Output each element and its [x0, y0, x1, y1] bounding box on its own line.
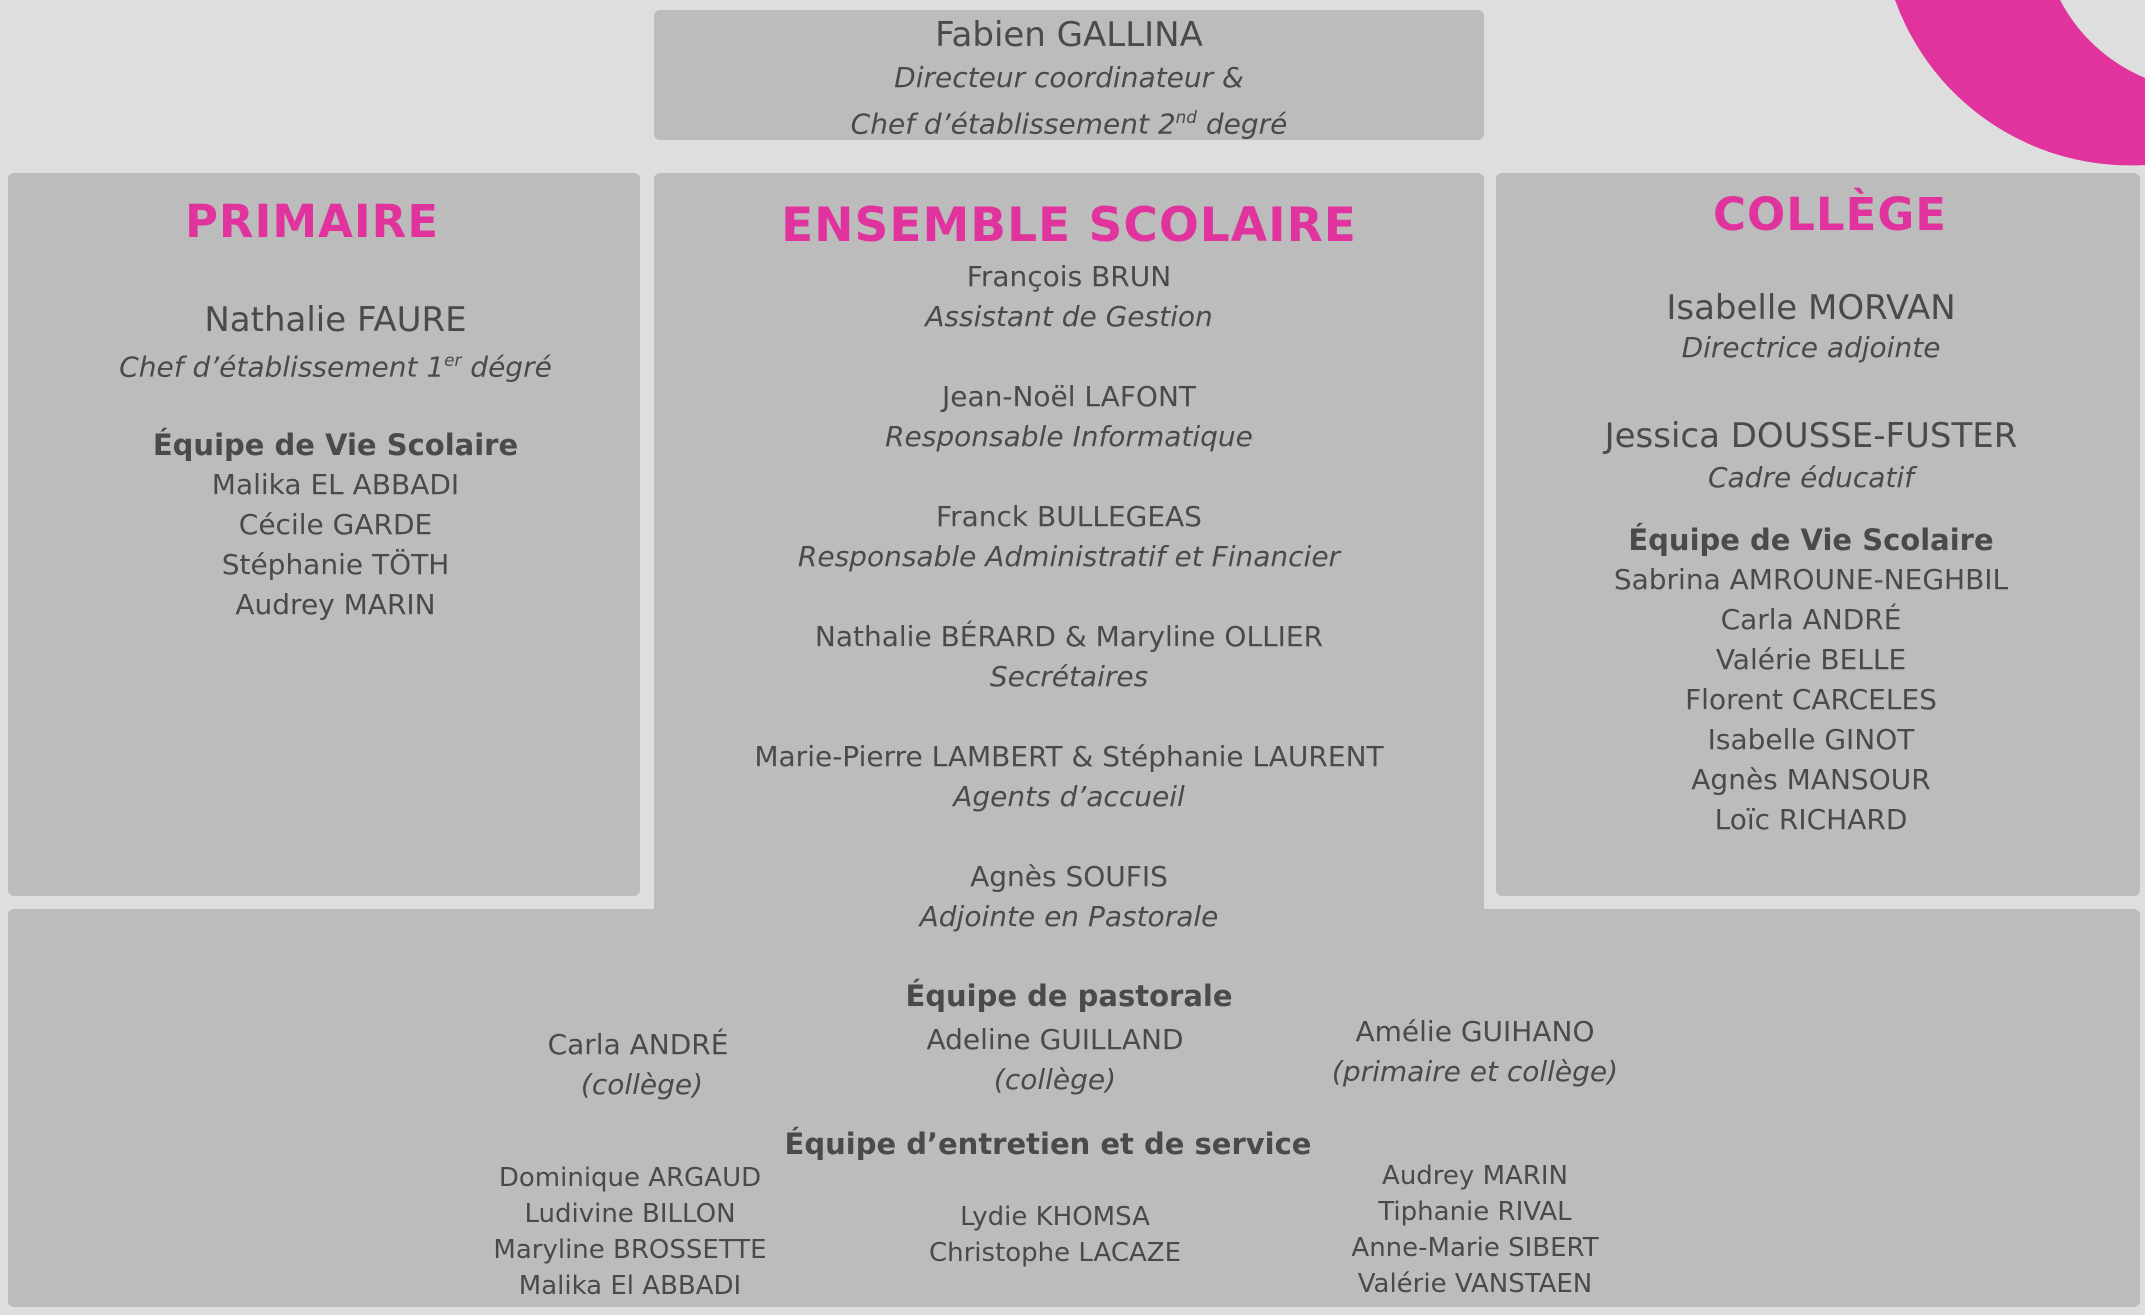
- college-deputy-role: Directrice adjointe: [1681, 331, 1941, 364]
- primaire-team-title: Équipe de Vie Scolaire: [152, 428, 519, 463]
- list-item: Audrey MARIN: [1382, 1161, 1568, 1191]
- staff-entry: [654, 257, 1484, 337]
- list-item: Valérie VANSTAEN: [1357, 1269, 1593, 1299]
- primaire-team-list: [8, 465, 663, 625]
- list-item: Agnès MANSOUR: [1691, 763, 1931, 796]
- staff-entry: [654, 857, 1484, 937]
- staff-name: Franck BULLEGEAS: [936, 500, 1202, 533]
- staff-entry: [654, 377, 1484, 457]
- list-item: Christophe LACAZE: [928, 1238, 1182, 1268]
- pastorale-member: [438, 1025, 838, 1105]
- pastorale-member-name: Carla ANDRÉ: [547, 1028, 729, 1061]
- ensemble-staff-list: [654, 257, 1484, 937]
- pastorale-member-scope: (primaire et collège): [1331, 1055, 1619, 1088]
- staff-name: Nathalie BÉRARD & Maryline OLLIER: [814, 620, 1324, 653]
- college-team-list: [1496, 560, 2126, 840]
- staff-role: Adjointe en Pastorale: [919, 900, 1219, 933]
- ensemble-heading: ENSEMBLE SCOLAIRE: [781, 198, 1357, 253]
- list-item: Anne-Marie SIBERT: [1351, 1233, 1599, 1263]
- staff-role: Responsable Administratif et Financier: [797, 540, 1341, 573]
- staff-entry: [654, 497, 1484, 577]
- list-item: Valérie BELLE: [1715, 643, 1907, 676]
- staff-name: François BRUN: [966, 260, 1172, 293]
- staff-name: Jean-Noël LAFONT: [941, 380, 1197, 413]
- list-item: Malika El ABBADI: [518, 1271, 742, 1301]
- staff-entry: [654, 737, 1484, 817]
- pastorale-title: Équipe de pastorale: [905, 979, 1233, 1013]
- pastorale-member-scope: (collège): [993, 1063, 1117, 1096]
- director-block: [654, 12, 1484, 143]
- list-item: Tiphanie RIVAL: [1378, 1197, 1572, 1227]
- college-block: [1496, 184, 2140, 840]
- list-item: Carla ANDRÉ: [1720, 603, 1902, 636]
- director-role-line1: Directeur coordinateur &: [894, 61, 1244, 94]
- staff-role: Responsable Informatique: [885, 420, 1253, 453]
- list-item: Dominique ARGAUD: [498, 1163, 762, 1193]
- staff-entry: [654, 617, 1484, 697]
- list-item: Malika EL ABBADI: [211, 468, 460, 502]
- ensemble-block: [654, 195, 1484, 937]
- list-item: Cécile GARDE: [238, 508, 433, 542]
- list-item: Loïc RICHARD: [1714, 803, 1908, 836]
- college-team-title: Équipe de Vie Scolaire: [1628, 523, 1994, 557]
- pastorale-member-name: Adeline GUILLAND: [926, 1023, 1184, 1056]
- primaire-block: [8, 190, 663, 625]
- pastorale-member-scope: (collège): [580, 1068, 704, 1101]
- staff-role: Assistant de Gestion: [925, 300, 1213, 333]
- primaire-head-role: Chef d’établissement 1er dégré: [119, 350, 552, 384]
- pastorale-member: [1275, 1012, 1675, 1092]
- college-heading: COLLÈGE: [1712, 188, 1948, 241]
- entretien-list-middle: [855, 1199, 1255, 1271]
- staff-role: Agents d’accueil: [953, 780, 1185, 813]
- list-item: Florent CARCELES: [1685, 683, 1937, 716]
- pastorale-member: [855, 1020, 1255, 1100]
- director-role-line2: Chef d’établissement 2nd degré: [850, 107, 1288, 141]
- primaire-head-name: Nathalie FAURE: [204, 300, 467, 340]
- list-item: Lydie KHOMSA: [960, 1202, 1150, 1232]
- list-item: Ludivine BILLON: [524, 1199, 736, 1229]
- list-item: Maryline BROSSETTE: [493, 1235, 767, 1265]
- pastorale-member-name: Amélie GUIHANO: [1355, 1015, 1595, 1048]
- staff-role: Secrétaires: [989, 660, 1149, 693]
- staff-name: Marie-Pierre LAMBERT & Stéphanie LAURENT: [754, 740, 1384, 773]
- list-item: Sabrina AMROUNE-NEGHBIL: [1613, 563, 2009, 596]
- entretien-title: Équipe d’entretien et de service: [784, 1127, 1312, 1161]
- staff-name: Agnès SOUFIS: [970, 860, 1168, 893]
- entretien-list-right: [1275, 1158, 1675, 1302]
- primaire-heading: PRIMAIRE: [184, 195, 440, 248]
- entretien-list-left: [430, 1160, 830, 1304]
- college-cadre-name: Jessica DOUSSE-FUSTER: [1604, 416, 2018, 456]
- list-item: Audrey MARIN: [235, 588, 436, 622]
- college-cadre-role: Cadre éducatif: [1707, 461, 1915, 494]
- list-item: Isabelle GINOT: [1707, 723, 1915, 756]
- list-item: Stéphanie TÖTH: [221, 548, 450, 582]
- college-deputy-name: Isabelle MORVAN: [1666, 288, 1956, 328]
- director-name: Fabien GALLINA: [935, 15, 1203, 55]
